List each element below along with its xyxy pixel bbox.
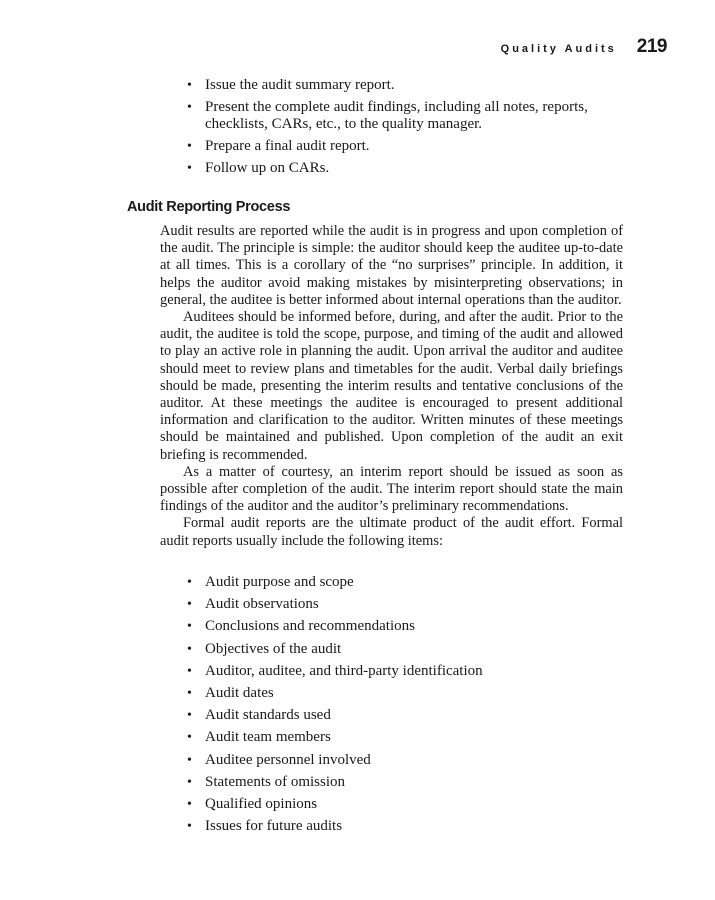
section-body (160, 223, 623, 550)
list-item: • Audit dates (184, 685, 604, 702)
running-head (501, 36, 667, 58)
list-item: • Objectives of the audit (184, 641, 604, 658)
list-item: • Auditor, auditee, and third-party identification (184, 663, 604, 680)
report-items-list (184, 574, 604, 840)
list-item: • Present the complete audit findings, including all notes, reports, checklists, CARs, etc., to the quality manager. (184, 99, 624, 133)
audit-steps-list (184, 77, 624, 182)
running-title: Quality Audits (500, 43, 617, 55)
section-heading: Audit Reporting Process (127, 199, 291, 215)
list-item: • Audit team members (184, 729, 604, 746)
paragraph: Formal audit reports are the ultimate product of the audit effort. Formal audit reports usually include the following items: (160, 515, 623, 549)
page-number: 219 (636, 36, 667, 57)
list-item: • Follow up on CARs. (184, 160, 624, 177)
list-item: • Audit purpose and scope (184, 574, 604, 591)
list-item: • Auditee personnel involved (184, 752, 604, 769)
paragraph: As a matter of courtesy, an interim report should be issued as soon as possible after completion of the audit. The interim report should state the main findings of the auditor and the auditor’s preliminary recommendations. (160, 463, 623, 515)
list-item: • Statements of omission (184, 774, 604, 791)
list-item: • Prepare a final audit report. (184, 138, 624, 155)
paragraph: Audit results are reported while the audit is in progress and upon completion of the audit. The principle is simple: the auditor should keep the auditee up-to-date at all times. This is a corollary of the “no surprises” principle. In addition, it helps the auditor avoid making mistakes by misinterpreting observations; in general, the auditee is better informed about internal operations than the auditor. (160, 223, 623, 308)
list-item: • Conclusions and recommendations (184, 618, 604, 635)
paragraph: Auditees should be informed before, during, and after the audit. Prior to the audit, the auditee is told the scope, purpose, and timing of the audit and allowed to play an active role in planning the audit. Upon arrival the auditor and auditee should meet to review plans and timetables for the audit. Verbal daily briefings should be made, presenting the interim results and tentative conclusions of the auditor. At these meetings the auditee is encouraged to present additional information and clarification to the auditor. Written minutes of these meetings should be maintained and published. Upon completion of the audit an exit briefing is recommended. (160, 309, 623, 463)
list-item: • Issue the audit summary report. (184, 77, 624, 94)
list-item: • Audit standards used (184, 707, 604, 724)
list-item: • Qualified opinions (184, 796, 604, 813)
list-item: • Audit observations (184, 596, 604, 613)
list-item: • Issues for future audits (184, 818, 604, 835)
